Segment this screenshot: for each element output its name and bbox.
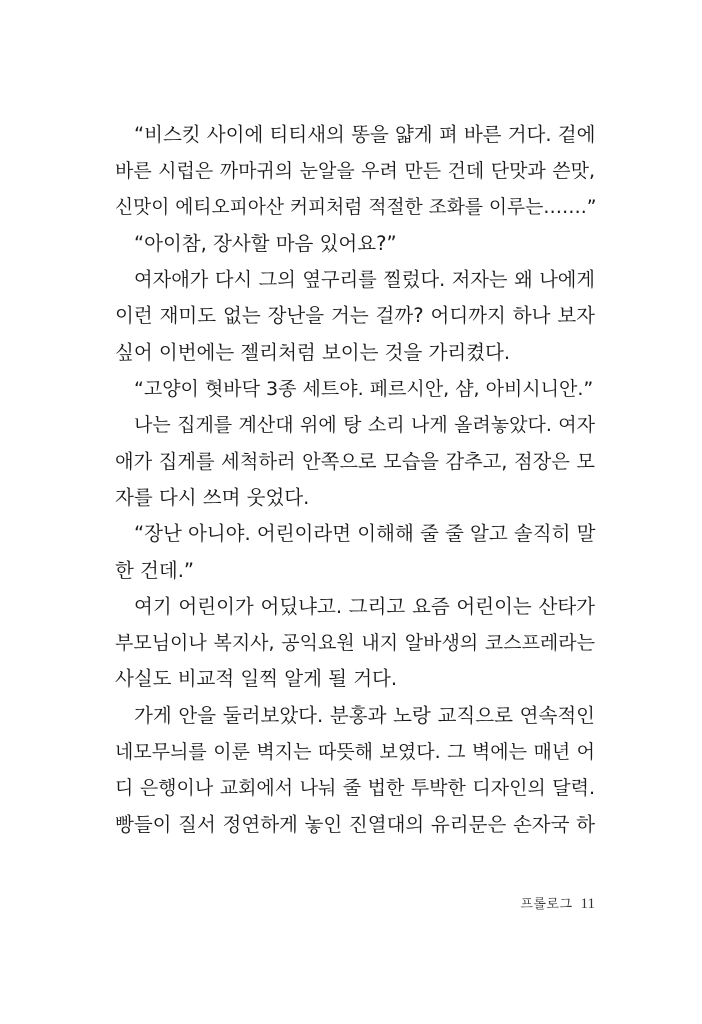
text-line: 사실도 비교적 일찍 알게 될 거다. [115,667,398,691]
text-line: 이런 재미도 없는 장난을 거는 걸까? 어디까지 하나 보자 [115,304,595,328]
text-line: “비스킷 사이에 티티새의 똥을 얇게 펴 바른 거다. 겉에 [134,123,596,146]
text-line: “아이참, 장사할 마음 있어요?” [134,231,397,255]
page-footer [470,893,595,913]
text-line: “장난 아니야. 어린이라면 이해해 줄 줄 알고 솔직히 말 [134,522,596,546]
text-line: 빵들이 질서 정연하게 놓인 진열대의 유리문은 손자국 하 [115,812,595,836]
text-line: 신맛이 에티오피아산 커피처럼 적절한 조화를 이루는…….” [115,196,597,218]
body-text [115,117,595,843]
text-line: 부모님이나 복지사, 공익요원 내지 알바생의 코스프레라는 [115,632,595,655]
text-line: 싶어 이번에는 젤리처럼 보이는 것을 가리켰다. [115,340,511,364]
text-line: 나는 집게를 계산대 위에 탕 소리 나게 올려놓았다. 여자 [134,414,595,437]
text-line: 네모무늬를 이룬 벽지는 따뜻해 보였다. 그 벽에는 매년 어 [115,741,595,764]
page-number: 11 [580,896,595,912]
text-line: 여자애가 다시 그의 옆구리를 찔렀다. 저자는 왜 나에게 [134,268,595,292]
text-line: 애가 집게를 세척하러 안쪽으로 모습을 감추고, 점장은 모 [115,449,595,473]
text-line: 한 건데.” [115,558,195,582]
text-line: 가게 안을 둘러보았다. 분홍과 노랑 교직으로 연속적인 [134,703,595,727]
text-line: 여기 어린이가 어딨냐고. 그리고 요즘 어린이는 산타가 [134,594,595,618]
text-line: 자를 다시 쓰며 웃었다. [115,485,310,509]
text-line: 바른 시럽은 까마귀의 눈알을 우려 만든 건데 단맛과 쓴맛, [115,160,595,183]
text-line: “고양이 혓바닥 3종 세트야. 페르시안, 샴, 아비시니안.” [134,378,594,401]
running-head: 프롤로그 [520,897,573,912]
text-line: 디 은행이나 교회에서 나눠 줄 법한 투박한 디자인의 달력. [115,777,595,800]
